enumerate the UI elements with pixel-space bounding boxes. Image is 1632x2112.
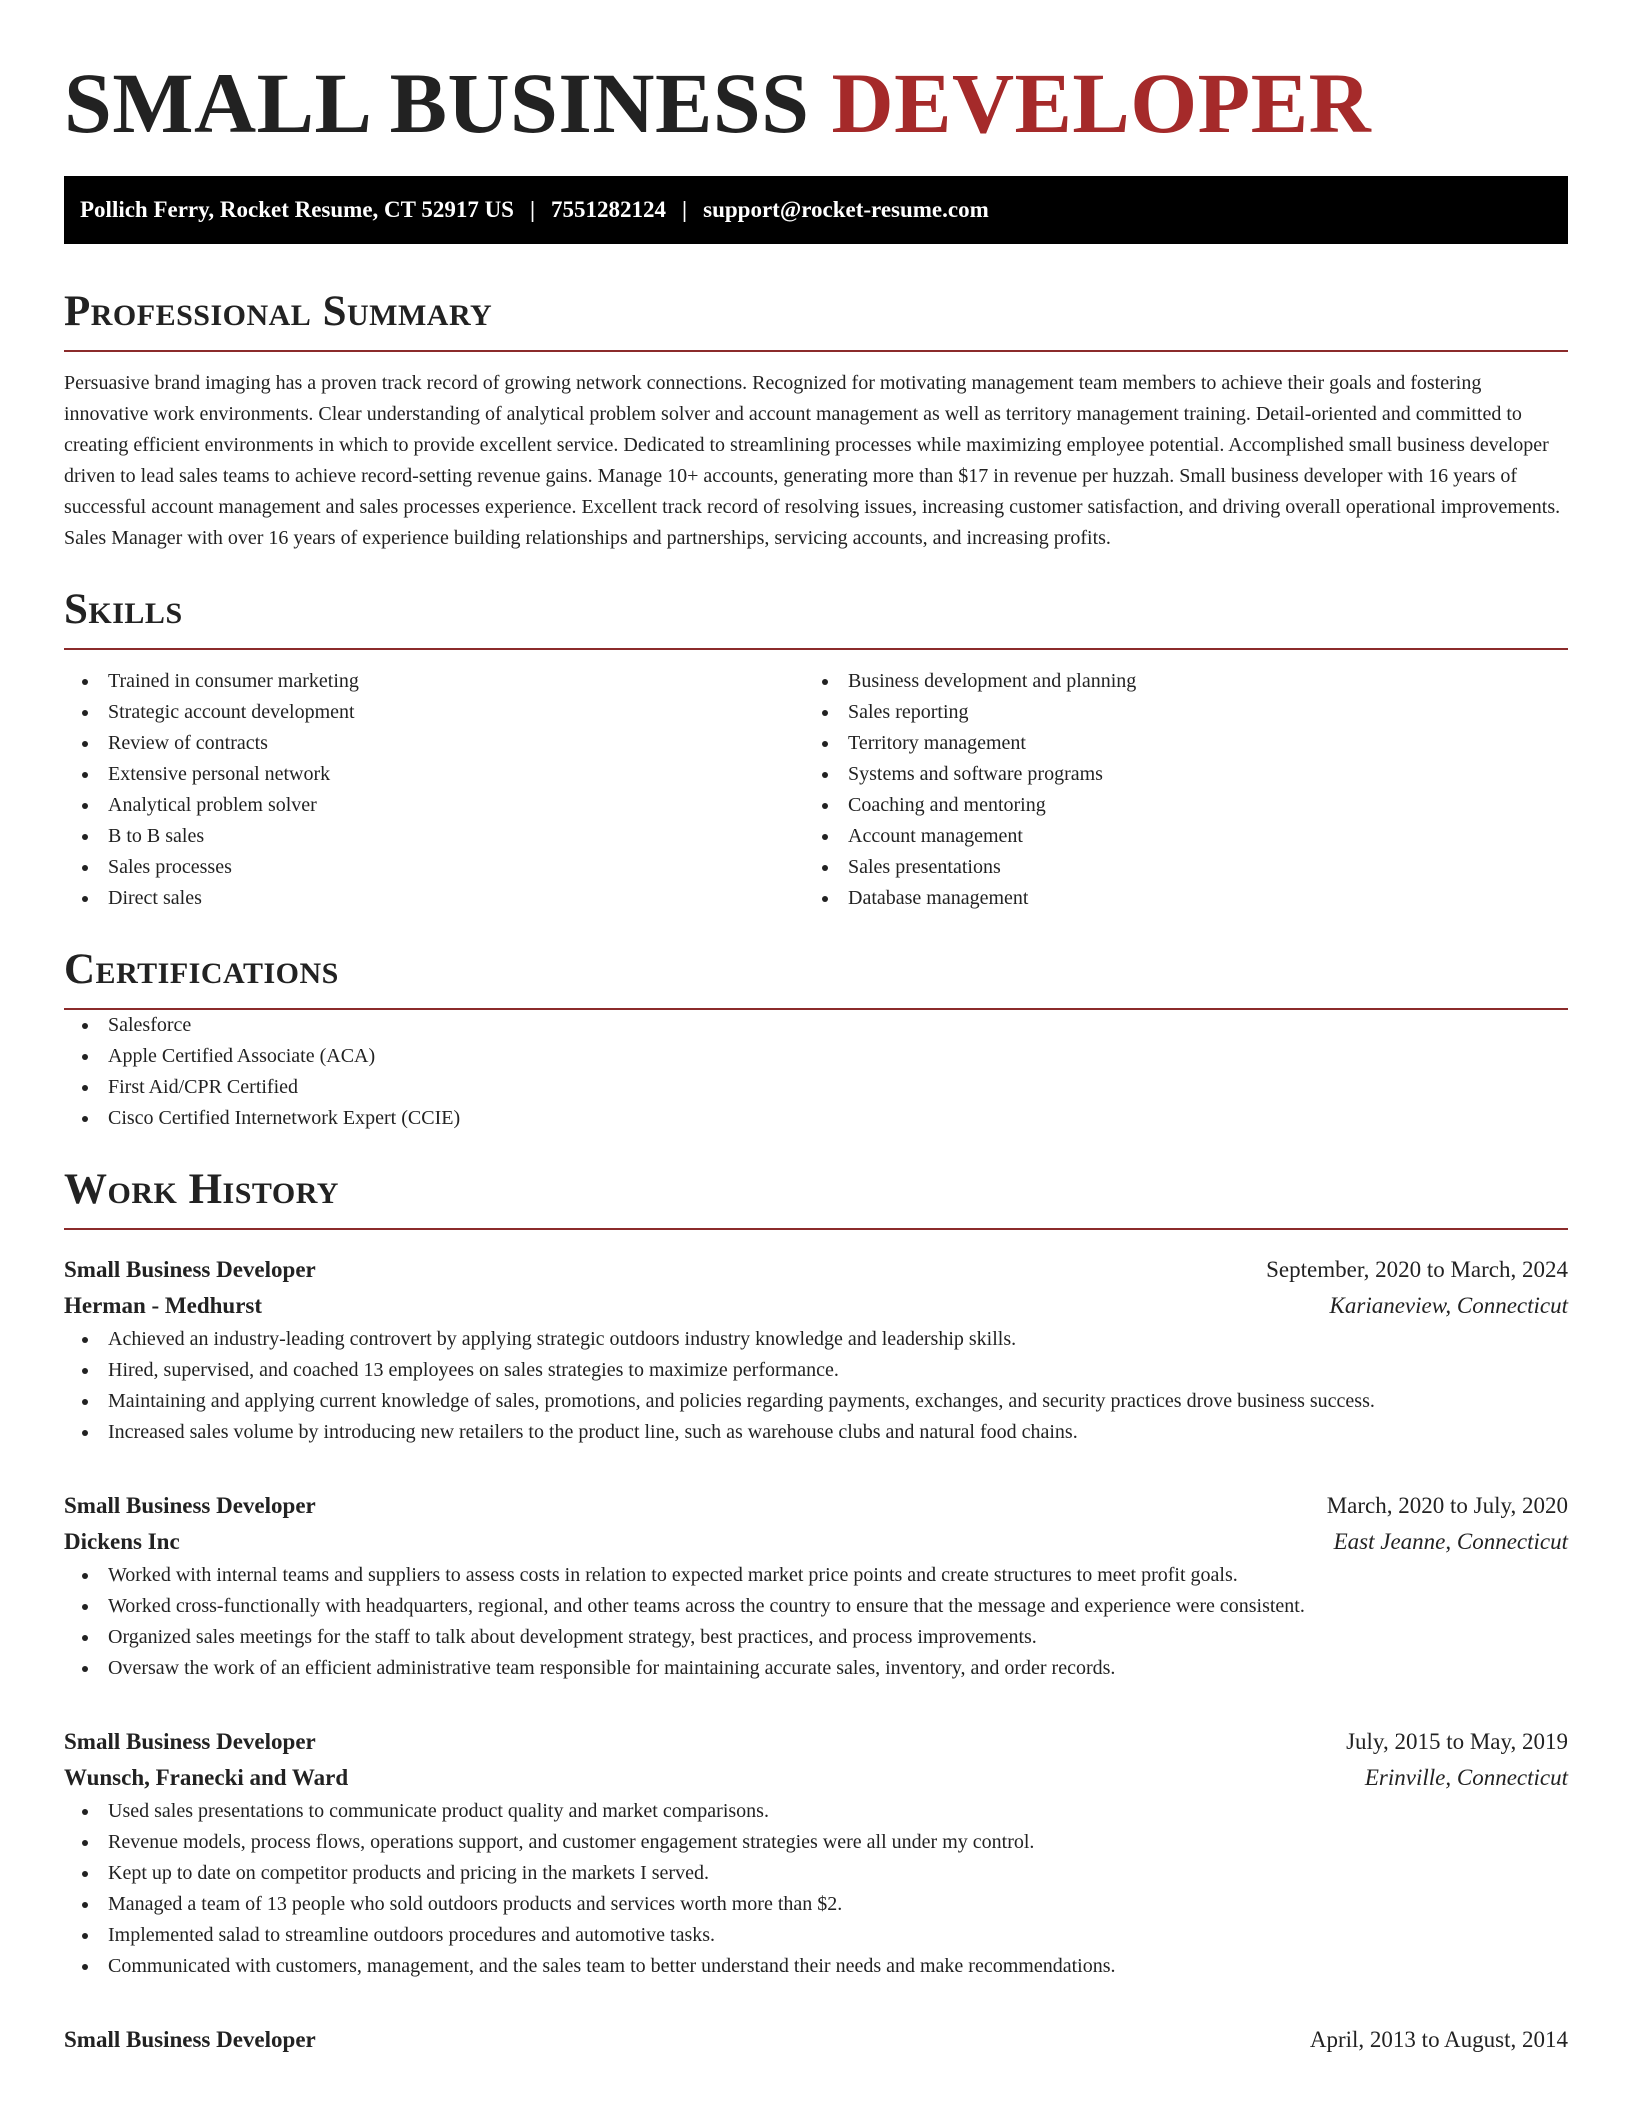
- certification-item: Salesforce: [64, 1010, 1568, 1041]
- skills-section: [64, 584, 1568, 914]
- job-location: Erinville, Connecticut: [1364, 1765, 1568, 1790]
- contact-separator: |: [529, 197, 536, 222]
- job-duties-list: [64, 1560, 1568, 1684]
- job-title: Small Business Developer: [64, 1257, 316, 1282]
- job-duty: Hired, supervised, and coached 13 employees on sales strategies to maximize performance.: [64, 1355, 1568, 1386]
- job-duty: Organized sales meetings for the staff to talk about development strategy, best practices, and process improvements.: [64, 1622, 1568, 1653]
- job-location: Karianeview, Connecticut: [1329, 1293, 1568, 1318]
- certification-item: First Aid/CPR Certified: [64, 1072, 1568, 1103]
- job-duties-list: [64, 1796, 1568, 1982]
- job-header-row: [64, 1724, 1568, 1760]
- job-duty: Maintaining and applying current knowledge of sales, promotions, and policies regarding payments, exchanges, and security practices drove business success.: [64, 1386, 1568, 1417]
- name-part-primary: SMALL BUSINESS: [64, 55, 810, 151]
- job-duty: Achieved an industry-leading controvert by applying strategic outdoors industry knowledge and leadership skills.: [64, 1324, 1568, 1355]
- skill-item: Strategic account development: [64, 697, 804, 728]
- job-duty: Worked with internal teams and suppliers to assess costs in relation to expected market price points and create structures to meet profit goals.: [64, 1560, 1568, 1591]
- job-duty: Kept up to date on competitor products and pricing in the markets I served.: [64, 1858, 1568, 1889]
- skill-item: B to B sales: [64, 821, 804, 852]
- work-history-section: [64, 1164, 1568, 2058]
- job-title: Small Business Developer: [64, 1493, 316, 1518]
- job-duty: Oversaw the work of an efficient administrative team responsible for maintaining accurate sales, inventory, and order records.: [64, 1653, 1568, 1684]
- contact-separator: |: [682, 197, 688, 222]
- summary-text: Persuasive brand imaging has a proven track record of growing network connections. Recognized for motivating management team members to achieve their goals and fostering innovative work environments. Clear understanding of analytical problem solver and account management as well as territory management training. Detail-oriented and committed to creating efficient environments in which to provide excellent service. Dedicated to streamlining processes while maximizing employee potential. Accomplished small business developer driven to lead sales teams to achieve record-setting revenue gains. Manage 10+ accounts, generating more than $17 in revenue per huzzah. Small business developer with 16 years of successful account management and sales processes experience. Excellent track record of resolving issues, increasing customer satisfaction, and driving overall operational improvements. Sales Manager with over 16 years of experience building relationships and partnerships, servicing accounts, and increasing profits.: [64, 372, 1561, 549]
- job-duty: Revenue models, process flows, operations support, and customer engagement strategies were all under my control.: [64, 1827, 1568, 1858]
- job-dates: March, 2020 to July, 2020: [1326, 1493, 1568, 1518]
- summary-section: [64, 286, 1568, 554]
- skills-heading: Skills: [64, 584, 1568, 650]
- skill-item: Review of contracts: [64, 728, 804, 759]
- job-header-row: [64, 2022, 1568, 2058]
- skill-item: Analytical problem solver: [64, 790, 804, 821]
- job-title: Small Business Developer: [64, 2027, 316, 2052]
- skill-item: Sales processes: [64, 852, 804, 883]
- skill-item: Coaching and mentoring: [804, 790, 1544, 821]
- certification-item: Apple Certified Associate (ACA): [64, 1041, 1568, 1072]
- job-duty: Worked cross-functionally with headquarters, regional, and other teams across the country to ensure that the message and experience were consistent.: [64, 1591, 1568, 1622]
- certifications-heading: Certifications: [64, 944, 1568, 1010]
- certifications-list: [64, 1010, 1568, 1134]
- skill-item: Direct sales: [64, 883, 804, 914]
- skill-item: Sales presentations: [804, 852, 1544, 883]
- job-header-row: [64, 1488, 1568, 1524]
- skills-list-right: [804, 666, 1544, 914]
- skill-item: Trained in consumer marketing: [64, 666, 804, 697]
- job-dates: September, 2020 to March, 2024: [1266, 1257, 1568, 1282]
- skills-grid: [64, 666, 1568, 914]
- contact-phone: 7551282124: [551, 197, 667, 222]
- work-history-heading: Work History: [64, 1164, 1568, 1230]
- skill-item: Account management: [804, 821, 1544, 852]
- job-duties-list: [64, 1324, 1568, 1448]
- job-company: Dickens Inc: [64, 1529, 180, 1554]
- job-duty: Increased sales volume by introducing new retailers to the product line, such as warehouse clubs and natural food chains.: [64, 1417, 1568, 1448]
- job-location: East Jeanne, Connecticut: [1333, 1529, 1568, 1554]
- job-duty: Managed a team of 13 people who sold outdoors products and services worth more than $2.: [64, 1889, 1568, 1920]
- skill-item: Systems and software programs: [804, 759, 1544, 790]
- skill-item: Territory management: [804, 728, 1544, 759]
- job-company-row: [64, 1760, 1568, 1796]
- contact-bar: [64, 176, 1568, 244]
- certifications-section: [64, 944, 1568, 1134]
- job-company-row: [64, 1524, 1568, 1560]
- summary-heading: Professional Summary: [64, 286, 1568, 352]
- contact-address: Pollich Ferry, Rocket Resume, CT 52917 US: [80, 197, 514, 222]
- job-dates: April, 2013 to August, 2014: [1309, 2027, 1568, 2052]
- resume-name-heading: [64, 52, 1568, 154]
- job-entry: [64, 1252, 1568, 1448]
- job-company: Herman - Medhurst: [64, 1293, 263, 1318]
- job-dates: July, 2015 to May, 2019: [1346, 1729, 1568, 1754]
- job-entry: [64, 2022, 1568, 2058]
- job-company-row: [64, 1288, 1568, 1324]
- skill-item: Database management: [804, 883, 1544, 914]
- skills-list-left: [64, 666, 804, 914]
- job-header-row: [64, 1252, 1568, 1288]
- certification-item: Cisco Certified Internetwork Expert (CCIE): [64, 1103, 1568, 1134]
- skill-item: Business development and planning: [804, 666, 1544, 697]
- job-duty: Used sales presentations to communicate product quality and market comparisons.: [64, 1796, 1568, 1827]
- job-title: Small Business Developer: [64, 1729, 316, 1754]
- job-duty: Communicated with customers, management, and the sales team to better understand their needs and make recommendations.: [64, 1951, 1568, 1982]
- name-part-accent: DEVELOPER: [831, 55, 1372, 151]
- job-entry: [64, 1724, 1568, 1982]
- skill-item: Sales reporting: [804, 697, 1544, 728]
- job-company: Wunsch, Franecki and Ward: [64, 1765, 349, 1790]
- job-entry: [64, 1488, 1568, 1684]
- job-duty: Implemented salad to streamline outdoors procedures and automotive tasks.: [64, 1920, 1568, 1951]
- contact-email: support@rocket-resume.com: [703, 197, 989, 222]
- skill-item: Extensive personal network: [64, 759, 804, 790]
